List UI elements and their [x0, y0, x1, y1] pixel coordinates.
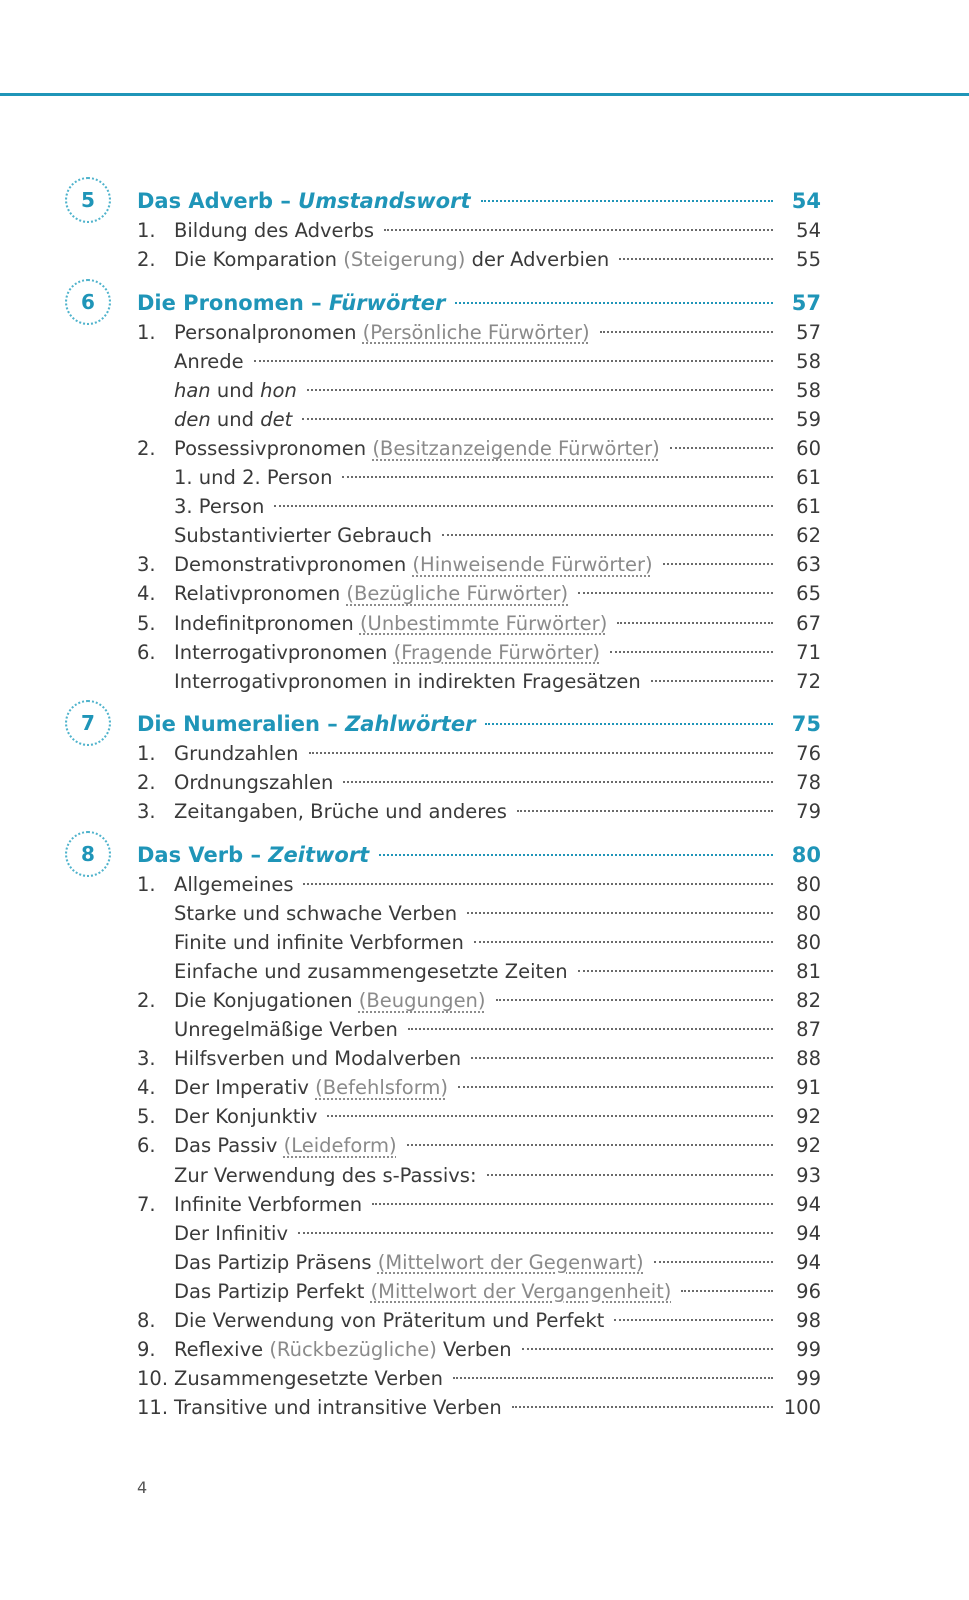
toc-entry[interactable]	[0, 1277, 969, 1306]
entry-number: 1.	[137, 219, 156, 242]
entry-label	[174, 376, 297, 405]
entry-page-number: 93	[796, 1163, 821, 1187]
chapter-title: Die Numeralien –	[137, 712, 346, 736]
dot-leader	[379, 854, 773, 856]
entry-text: (Befehlsform)	[315, 1076, 448, 1100]
toc-entry[interactable]	[0, 521, 969, 550]
entry-number: 5.	[137, 1105, 156, 1129]
toc-leader-line	[174, 216, 779, 245]
entry-page-number: 99	[796, 1337, 821, 1361]
entry-text: der Adverbien	[465, 248, 610, 272]
toc-leader-line	[174, 1131, 779, 1160]
entry-text: Reflexive	[174, 1337, 270, 1361]
toc-entry[interactable]	[0, 1248, 969, 1277]
entry-text: Der Imperativ	[174, 1076, 316, 1100]
toc-leader-line	[174, 797, 779, 826]
chapter-subtitle: Zahlwörter	[345, 712, 476, 736]
entry-page-number: 87	[796, 1018, 821, 1042]
dot-leader	[487, 1174, 773, 1176]
entry-text: Das Partizip Präsens	[174, 1250, 378, 1274]
toc-leader-line	[174, 579, 779, 608]
chapter-heading[interactable]	[0, 289, 969, 318]
entry-page-number: 58	[796, 350, 821, 374]
entry-page-number: 94	[796, 1250, 821, 1274]
entry-text: Zeitangaben, Brüche und anderes	[174, 800, 507, 824]
entry-text: hon	[260, 379, 297, 403]
toc-leader-line	[174, 1277, 779, 1306]
entry-number: 4.	[137, 1076, 156, 1100]
chapter-heading[interactable]	[0, 841, 969, 870]
entry-page-number: 80	[796, 931, 821, 955]
entry-text: Verben	[436, 1337, 512, 1361]
entry-text: 3. Person	[174, 495, 265, 519]
chapter-title: Das Adverb –	[137, 189, 299, 213]
entry-text: 1. und 2. Person	[174, 466, 333, 490]
toc-leader-line	[174, 768, 779, 797]
entry-text: Anrede	[174, 350, 244, 374]
entry-number: 11.	[137, 1395, 169, 1419]
toc-entry[interactable]	[0, 318, 969, 347]
chapter-heading-text	[137, 289, 445, 318]
chapter-number-badge: 5	[65, 177, 111, 223]
dot-leader	[442, 534, 773, 536]
dot-leader	[458, 1086, 773, 1088]
toc-leader-line	[174, 870, 779, 899]
entry-label	[174, 1073, 448, 1102]
toc-leader-line	[174, 376, 779, 405]
chapter-heading-text	[137, 710, 475, 739]
entry-number: 9.	[137, 1337, 156, 1361]
dot-leader	[274, 505, 773, 507]
entry-number: 4.	[137, 582, 156, 606]
dot-leader	[455, 302, 773, 304]
dot-leader	[654, 1261, 773, 1263]
entry-text: Grundzahlen	[174, 742, 299, 765]
dot-leader	[372, 1203, 773, 1205]
entry-label	[174, 521, 432, 550]
dot-leader	[298, 1232, 773, 1234]
entry-page-number: 88	[796, 1047, 821, 1071]
chapter-heading[interactable]	[0, 710, 969, 739]
toc-leader-line	[174, 1102, 779, 1131]
toc-entry[interactable]	[0, 347, 969, 376]
entry-label	[174, 928, 464, 957]
dot-leader	[619, 258, 773, 260]
entry-text: Substantivierter Gebrauch	[174, 524, 433, 548]
entry-label	[174, 579, 568, 608]
entry-page-number: 67	[796, 611, 821, 635]
entry-text: Finite und infinite Verbformen	[174, 931, 464, 955]
entry-text: Starke und schwache Verben	[174, 902, 458, 926]
toc-leader-line	[174, 609, 779, 638]
entry-page-number: 55	[796, 248, 821, 272]
toc-entry[interactable]	[0, 1219, 969, 1248]
entry-text: Die Komparation	[174, 248, 344, 272]
entry-page-number: 91	[796, 1076, 821, 1100]
toc-leader-line	[174, 347, 779, 376]
toc-leader-line	[137, 841, 779, 870]
entry-page-number: 79	[796, 800, 821, 824]
entry-page-number: 71	[796, 640, 821, 664]
chapter-number-badge: 6	[65, 279, 111, 325]
entry-label	[174, 957, 568, 986]
entry-label	[174, 1364, 443, 1393]
chapter-subtitle: Zeitwort	[268, 843, 370, 867]
entry-text: Relativpronomen	[174, 582, 347, 606]
toc-leader-line	[174, 521, 779, 550]
dot-leader	[342, 476, 773, 478]
toc-leader-line	[174, 492, 779, 521]
entry-label	[174, 1102, 317, 1131]
entry-number: 2.	[137, 437, 156, 461]
toc-leader-line	[174, 1161, 779, 1190]
toc-entry[interactable]	[0, 609, 969, 638]
entry-page-number: 80	[796, 873, 821, 896]
toc-leader-line	[174, 1015, 779, 1044]
entry-page-number: 94	[796, 1221, 821, 1245]
entry-text: Indefinitpronomen	[174, 611, 360, 635]
toc-entry[interactable]	[0, 1393, 969, 1422]
entry-text: det	[260, 408, 293, 432]
entry-label	[174, 1190, 362, 1219]
dot-leader	[610, 651, 773, 653]
entry-text: Transitive und intransitive Verben	[174, 1395, 502, 1419]
entry-number: 1.	[137, 742, 156, 765]
entry-text: den	[174, 408, 211, 432]
entry-label	[174, 609, 607, 638]
entry-text: (Leideform)	[283, 1134, 397, 1158]
entry-page-number: 62	[796, 524, 821, 548]
entry-number: 5.	[137, 611, 156, 635]
entry-label	[174, 216, 374, 245]
entry-label	[174, 667, 641, 696]
entry-text: Die Verwendung von Präteritum und Perfekt	[174, 1308, 605, 1332]
toc-entry[interactable]	[0, 463, 969, 492]
entry-text: Ordnungszahlen	[174, 771, 334, 795]
entry-label	[174, 739, 299, 768]
entry-text: Das Partizip Perfekt	[174, 1279, 371, 1303]
entry-page-number: 63	[796, 553, 821, 577]
dot-leader	[309, 752, 773, 754]
dot-leader	[600, 331, 773, 333]
entry-text: han	[174, 379, 211, 403]
entry-text: Das Passiv	[174, 1134, 284, 1158]
entry-label	[174, 347, 244, 376]
entry-page-number: 78	[796, 771, 821, 795]
dot-leader	[481, 200, 774, 202]
toc-entry[interactable]	[0, 1102, 969, 1131]
dot-leader	[517, 810, 773, 812]
top-rule	[0, 93, 969, 96]
entry-label	[174, 1306, 604, 1335]
entry-label	[174, 1335, 512, 1364]
page-number: 4	[137, 1478, 148, 1497]
toc-entry[interactable]	[0, 1073, 969, 1102]
entry-text: und	[210, 379, 261, 403]
entry-page-number: 75	[791, 712, 821, 736]
entry-text: Allgemeines	[174, 873, 294, 896]
toc-entry[interactable]	[0, 1190, 969, 1219]
toc-leader-line	[137, 289, 779, 318]
entry-text: Infinite Verbformen	[174, 1192, 363, 1216]
entry-page-number: 80	[796, 902, 821, 926]
toc-entry[interactable]	[0, 1131, 969, 1160]
entry-page-number: 96	[796, 1279, 821, 1303]
entry-text: Einfache und zusammengesetzte Zeiten	[174, 960, 568, 984]
dot-leader	[485, 723, 773, 725]
toc-leader-line	[174, 986, 779, 1015]
toc-leader-line	[174, 1044, 779, 1073]
toc-entry[interactable]	[0, 579, 969, 608]
toc-entry[interactable]	[0, 1015, 969, 1044]
dot-leader	[617, 622, 773, 624]
entry-number: 3.	[137, 553, 156, 577]
toc-entry[interactable]	[0, 797, 969, 826]
dot-leader	[302, 418, 773, 420]
entry-number: 1.	[137, 873, 156, 896]
entry-page-number: 57	[791, 291, 821, 315]
entry-text: (Bezügliche Fürwörter)	[346, 582, 569, 606]
entry-text: Personalpronomen	[174, 321, 363, 344]
chapter-heading-text	[137, 187, 471, 216]
entry-label	[174, 1277, 671, 1306]
entry-label	[174, 245, 609, 274]
entry-page-number: 80	[791, 843, 821, 867]
entry-text: (Fragende Fürwörter)	[393, 640, 600, 664]
entry-page-number: 57	[796, 321, 821, 344]
entry-page-number: 92	[796, 1105, 821, 1129]
toc-entry[interactable]	[0, 957, 969, 986]
toc-entry[interactable]	[0, 376, 969, 405]
entry-label	[174, 899, 457, 928]
toc-leader-line	[174, 245, 779, 274]
dot-leader	[471, 1057, 773, 1059]
entry-page-number: 92	[796, 1134, 821, 1158]
toc-entry[interactable]	[0, 492, 969, 521]
toc-leader-line	[174, 928, 779, 957]
toc-entry[interactable]	[0, 768, 969, 797]
dot-leader	[407, 1144, 773, 1146]
dot-leader	[496, 999, 773, 1001]
toc-leader-line	[174, 405, 779, 434]
entry-number: 6.	[137, 640, 156, 664]
entry-text: (Hinweisende Fürwörter)	[412, 553, 653, 577]
entry-label	[174, 1248, 644, 1277]
toc-leader-line	[137, 187, 779, 216]
entry-label	[174, 1219, 288, 1248]
entry-text: (Rückbezügliche)	[269, 1337, 437, 1361]
entry-page-number: 65	[796, 582, 821, 606]
entry-label	[174, 768, 333, 797]
entry-text: Die Konjugationen	[174, 989, 359, 1013]
entry-page-number: 99	[796, 1366, 821, 1390]
toc-leader-line	[174, 550, 779, 579]
dot-leader	[467, 912, 773, 914]
dot-leader	[578, 592, 773, 594]
entry-page-number: 54	[796, 219, 821, 242]
dot-leader	[254, 360, 773, 362]
toc-entry[interactable]	[0, 638, 969, 667]
chapter-heading-text	[137, 841, 369, 870]
entry-label	[174, 550, 653, 579]
toc-leader-line	[174, 667, 779, 696]
entry-text: Interrogativpronomen in indirekten Fragesätzen	[174, 669, 641, 693]
toc-leader-line	[174, 1073, 779, 1102]
dot-leader	[343, 781, 773, 783]
entry-page-number: 58	[796, 379, 821, 403]
entry-page-number: 72	[796, 669, 821, 693]
entry-page-number: 61	[796, 495, 821, 519]
entry-number: 3.	[137, 800, 156, 824]
toc-entry[interactable]	[0, 899, 969, 928]
toc-leader-line	[174, 463, 779, 492]
entry-text: Interrogativpronomen	[174, 640, 394, 664]
entry-page-number: 59	[796, 408, 821, 432]
entry-number: 6.	[137, 1134, 156, 1158]
entry-label	[174, 318, 590, 347]
dot-leader	[512, 1406, 773, 1408]
chapter-heading[interactable]	[0, 187, 969, 216]
entry-label	[174, 870, 293, 899]
toc-entry[interactable]	[0, 434, 969, 463]
toc-leader-line	[174, 1248, 779, 1277]
toc-leader-line	[174, 1190, 779, 1219]
dot-leader	[384, 229, 773, 231]
dot-leader	[307, 389, 773, 391]
entry-page-number: 94	[796, 1192, 821, 1216]
chapter-title: Die Pronomen –	[137, 291, 329, 315]
toc-leader-line	[174, 318, 779, 347]
entry-number: 1.	[137, 321, 156, 344]
toc-leader-line	[174, 638, 779, 667]
dot-leader	[670, 447, 773, 449]
toc-entry[interactable]	[0, 986, 969, 1015]
entry-page-number: 100	[783, 1395, 821, 1419]
dot-leader	[522, 1348, 773, 1350]
entry-page-number: 81	[796, 960, 821, 984]
toc-entry[interactable]	[0, 1161, 969, 1190]
dot-leader	[681, 1290, 773, 1292]
toc-leader-line	[137, 710, 779, 739]
toc-leader-line	[174, 1219, 779, 1248]
chapter-subtitle: Umstandswort	[298, 189, 471, 213]
toc-entry[interactable]	[0, 216, 969, 245]
entry-text: Zur Verwendung des s-Passivs:	[174, 1163, 477, 1187]
entry-text: Zusammengesetzte Verben	[174, 1366, 444, 1390]
toc-entry[interactable]	[0, 405, 969, 434]
toc-leader-line	[174, 1306, 779, 1335]
entry-page-number: 98	[796, 1308, 821, 1332]
toc-leader-line	[174, 1364, 779, 1393]
entry-text: (Mittelwort der Vergangenheit)	[370, 1279, 672, 1303]
entry-text: (Persönliche Fürwörter)	[362, 321, 590, 344]
entry-label	[174, 638, 600, 667]
entry-label	[174, 1131, 397, 1160]
toc-entry[interactable]	[0, 739, 969, 768]
entry-label	[174, 1044, 461, 1073]
chapter-subtitle: Fürwörter	[328, 291, 446, 315]
entry-text: (Unbestimmte Fürwörter)	[359, 611, 608, 635]
entry-number: 2.	[137, 989, 156, 1013]
entry-label	[174, 1015, 398, 1044]
entry-text: Demonstrativpronomen	[174, 553, 413, 577]
toc-entry[interactable]	[0, 1364, 969, 1393]
toc-entry[interactable]	[0, 1044, 969, 1073]
entry-label	[174, 986, 486, 1015]
dot-leader	[578, 970, 773, 972]
toc-entry[interactable]	[0, 928, 969, 957]
dot-leader	[408, 1028, 773, 1030]
chapter-number-badge: 8	[65, 831, 111, 877]
toc-entry[interactable]	[0, 870, 969, 899]
dot-leader	[614, 1319, 773, 1321]
toc-leader-line	[174, 1393, 779, 1422]
dot-leader	[453, 1377, 773, 1379]
toc-leader-line	[174, 1335, 779, 1364]
entry-label	[174, 1393, 502, 1422]
entry-label	[174, 1161, 477, 1190]
entry-number: 2.	[137, 248, 156, 272]
entry-text: und	[210, 408, 261, 432]
dot-leader	[474, 941, 773, 943]
toc-entry[interactable]	[0, 245, 969, 274]
entry-text: Possessivpronomen	[174, 437, 373, 461]
entry-label	[174, 463, 332, 492]
entry-number: 7.	[137, 1192, 156, 1216]
dot-leader	[651, 680, 773, 682]
entry-label	[174, 405, 292, 434]
dot-leader	[327, 1115, 773, 1117]
toc-leader-line	[174, 434, 779, 463]
chapter-number-badge: 7	[65, 700, 111, 746]
entry-text: Der Konjunktiv	[174, 1105, 318, 1129]
entry-text: Der Infinitiv	[174, 1221, 289, 1245]
chapter-title: Das Verb –	[137, 843, 269, 867]
entry-page-number: 54	[791, 189, 821, 213]
entry-text: (Steigerung)	[343, 248, 466, 272]
entry-label	[174, 797, 507, 826]
entry-text: (Mittelwort der Gegenwart)	[377, 1250, 644, 1274]
entry-page-number: 82	[796, 989, 821, 1013]
entry-text: Hilfsverben und Modalverben	[174, 1047, 462, 1071]
entry-text: (Besitzanzeigende Fürwörter)	[372, 437, 660, 461]
dot-leader	[303, 883, 773, 885]
toc-leader-line	[174, 739, 779, 768]
entry-page-number: 60	[796, 437, 821, 461]
toc-entry[interactable]	[0, 1335, 969, 1364]
entry-text: (Beugungen)	[358, 989, 486, 1013]
entry-number: 3.	[137, 1047, 156, 1071]
entry-label	[174, 492, 264, 521]
entry-number: 8.	[137, 1308, 156, 1332]
toc-entry[interactable]	[0, 667, 969, 696]
entry-page-number: 76	[796, 742, 821, 765]
dot-leader	[663, 563, 773, 565]
entry-page-number: 61	[796, 466, 821, 490]
entry-text: Unregelmäßige Verben	[174, 1018, 398, 1042]
toc-leader-line	[174, 957, 779, 986]
entry-text: Bildung des Adverbs	[174, 219, 375, 242]
toc-entry[interactable]	[0, 1306, 969, 1335]
entry-label	[174, 434, 660, 463]
toc-entry[interactable]	[0, 550, 969, 579]
entry-number: 10.	[137, 1366, 169, 1390]
entry-number: 2.	[137, 771, 156, 795]
toc-leader-line	[174, 899, 779, 928]
